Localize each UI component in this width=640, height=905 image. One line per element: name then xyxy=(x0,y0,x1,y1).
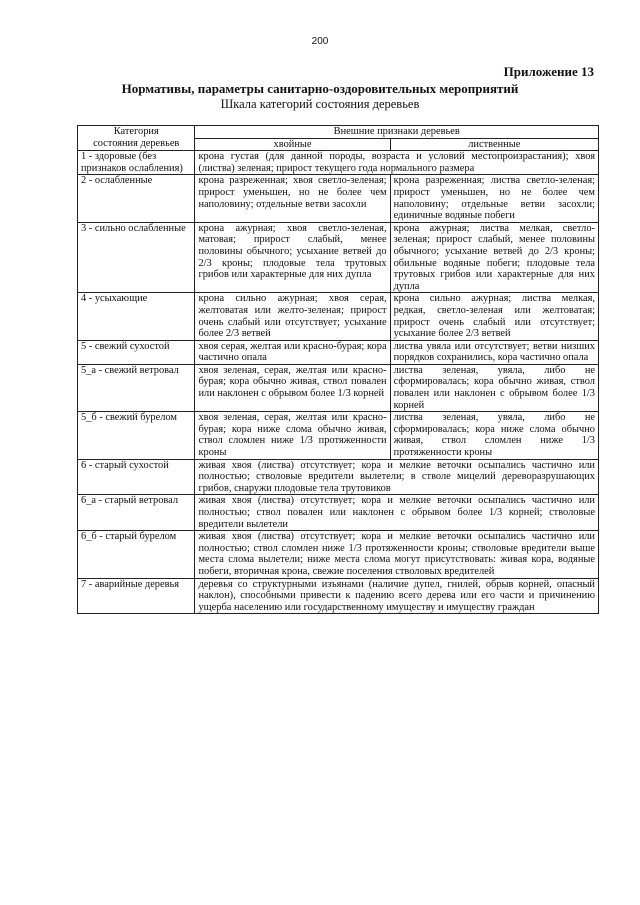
table-row xyxy=(78,340,599,364)
signs-merged-cell: деревья со структурными изъянами (наличие дупел, гнилей, обрыв корней, опасный наклон), способными привести к падению всего дерева или его части и причинению ущерба населению или государственному имуществу и имуществу граждан xyxy=(195,578,599,614)
category-cell: 6 - старый сухостой xyxy=(78,459,195,495)
category-cell: 7 - аварийные деревья xyxy=(78,578,195,614)
tree-condition-table xyxy=(77,125,599,614)
conifer-cell: хвоя серая, желтая или красно-бурая; кора частично опала xyxy=(195,340,390,364)
conifer-cell: крона разреженная; хвоя светло-зеленая; прирост уменьшен, но не более чем наполовину; отдельные ветви засохли xyxy=(195,175,390,222)
signs-merged-cell: крона густая (для данной породы, возраста и условий местопроизрастания); хвоя (листва) зеленая; прирост текущего года нормального размера xyxy=(195,151,599,175)
header-category-line2: состояния деревьев xyxy=(93,137,180,149)
appendix-label: Приложение 13 xyxy=(503,64,594,79)
signs-merged-cell: живая хвоя (листва) отсутствует; кора и мелкие веточки осыпались частично или полностью; ствол повален или наклонен с обрывом более 1/3 корней; стволовые вредители вылетели xyxy=(195,495,599,531)
table-header-row xyxy=(78,126,599,139)
page-subtitle: Шкала категорий состояния деревьев xyxy=(220,97,420,111)
category-cell: 5_а - свежий ветровал xyxy=(78,364,195,411)
header-category xyxy=(78,126,195,151)
table-row xyxy=(78,412,599,459)
category-cell: 6_б - старый бурелом xyxy=(78,531,195,578)
table-row xyxy=(78,151,599,175)
table-row xyxy=(78,531,599,578)
category-cell: 1 - здоровые (без признаков ослабления) xyxy=(78,151,195,175)
deciduous-cell: крона сильно ажурная; листва мелкая, редкая, светло-зеленая или желтоватая; прирост очень слабый или отсутствует; усыхание более 2/3 ветвей xyxy=(390,293,598,340)
signs-merged-cell: живая хвоя (листва) отсутствует; кора и мелкие веточки осыпались частично или полностью; ствол сломлен ниже 1/3 протяженности кроны; стволовые вредители выше места слома вылетели; ниже места слома могут присутствовать: живая кора, водяные побеги, вторичная крона, свежие поселения стволовых вредителей xyxy=(195,531,599,578)
page-number: 200 xyxy=(311,36,329,47)
signs-merged-cell: живая хвоя (листва) отсутствует; кора и мелкие веточки осыпались частично или полностью; стволовые вредители вылетели; в стволе мицелий дереворазрушающих грибов, снаружи плодовые тела трутовиков xyxy=(195,459,599,495)
conifer-cell: крона ажурная; хвоя светло-зеленая, матовая; прирост слабый, менее половины обычного; усыхание ветвей до 2/3 кроны; плодовые тела трутовых грибов или характерные для них дупла xyxy=(195,222,390,293)
table-row xyxy=(78,364,599,411)
deciduous-cell: крона разреженная; листва светло-зеленая; прирост уменьшен, но не более чем наполовину; отдельные ветви засохли; единичные водяные побеги xyxy=(390,175,598,222)
header-conifer: хвойные xyxy=(195,138,390,151)
category-cell: 5 - свежий сухостой xyxy=(78,340,195,364)
table-row xyxy=(78,175,599,222)
page-title: Нормативы, параметры санитарно-оздоровительных мероприятий xyxy=(121,81,519,96)
conifer-cell: хвоя зеленая, серая, желтая или красно-бурая; кора обычно живая, ствол повален или наклонен с обрывом более 1/3 корней xyxy=(195,364,390,411)
table-row xyxy=(78,578,599,614)
category-cell: 2 - ослабленные xyxy=(78,175,195,222)
deciduous-cell: листва зеленая, увяла, либо не сформировалась; кора обычно живая, ствол повален или наклонен с обрывом более 1/3 корней xyxy=(390,364,598,411)
category-cell: 4 - усыхающие xyxy=(78,293,195,340)
conifer-cell: хвоя зеленая, серая, желтая или красно-бурая; кора ниже слома обычно живая, ствол сломлен ниже 1/3 протяженности кроны xyxy=(195,412,390,459)
table-row xyxy=(78,459,599,495)
header-deciduous: лиственные xyxy=(390,138,598,151)
conifer-cell: крона сильно ажурная; хвоя серая, желтоватая или желто-зеленая; прирост очень слабый или отсутствует; усыхание более 2/3 ветвей xyxy=(195,293,390,340)
table-row xyxy=(78,293,599,340)
deciduous-cell: листва зеленая, увяла, либо не сформировалась; кора ниже слома обычно живая, ствол сломлен ниже 1/3 протяженности кроны xyxy=(390,412,598,459)
table-row xyxy=(78,222,599,293)
category-cell: 3 - сильно ослабленные xyxy=(78,222,195,293)
category-cell: 6_а - старый ветровал xyxy=(78,495,195,531)
deciduous-cell: листва увяла или отсутствует; ветви низших порядков сохранились, кора частично опала xyxy=(390,340,598,364)
category-cell: 5_б - свежий бурелом xyxy=(78,412,195,459)
header-signs: Внешние признаки деревьев xyxy=(195,126,599,139)
header-category-line1: Категория xyxy=(113,126,159,137)
deciduous-cell: крона ажурная; листва мелкая, светло-зеленая; прирост слабый, менее половины обычного; усыхание ветвей до 2/3 кроны; обильные водяные побеги; плодовые тела трутовых грибов или характерные для них дупла xyxy=(390,222,598,293)
table-row xyxy=(78,495,599,531)
